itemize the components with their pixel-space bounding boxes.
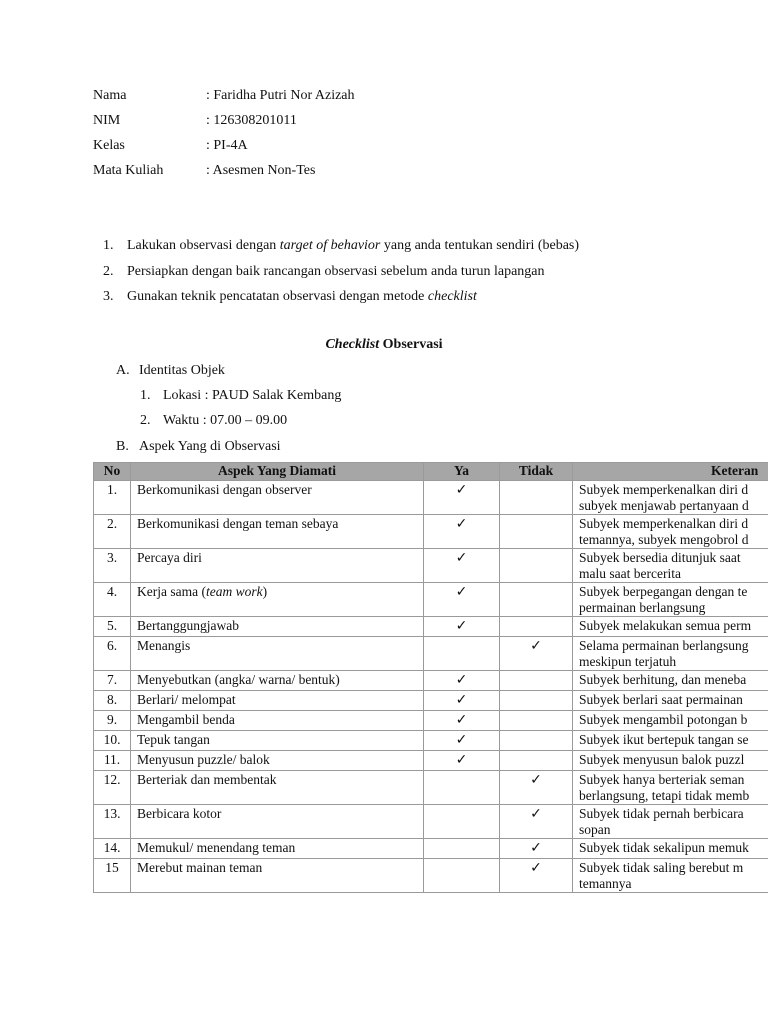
row-number: 6. <box>94 637 131 671</box>
check-icon: ✓ <box>530 806 542 822</box>
ya-cell <box>424 751 500 771</box>
identity-value: : Asesmen Non-Tes <box>206 163 316 178</box>
keterangan-cell: Subyek berpegangan dengan te permainan berlangsung <box>573 583 768 617</box>
aspect-cell: Berkomunikasi dengan teman sebaya <box>131 515 424 549</box>
tidak-cell <box>500 691 573 711</box>
check-icon: ✓ <box>455 482 468 498</box>
instruction-number: 1. <box>103 238 114 253</box>
instruction-number: 3. <box>103 289 114 304</box>
table-row <box>94 859 768 893</box>
row-number: 8. <box>94 691 131 711</box>
ya-cell <box>424 771 500 805</box>
tidak-cell <box>500 859 573 893</box>
ya-cell <box>424 617 500 637</box>
instruction-text: Persiapkan dengan baik rancangan observasi sebelum anda turun lapangan <box>127 263 545 279</box>
ya-cell <box>424 859 500 893</box>
tidak-cell <box>500 515 573 549</box>
check-icon: ✓ <box>455 584 468 600</box>
aspect-cell: Merebut mainan teman <box>131 859 424 893</box>
identity-row-nim <box>93 111 493 136</box>
header-no: No <box>94 463 131 481</box>
header-aspek: Aspek Yang Diamati <box>131 463 424 481</box>
aspect-cell: Menyebutkan (angka/ warna/ bentuk) <box>131 671 424 691</box>
check-icon: ✓ <box>455 618 468 634</box>
observation-checklist-table <box>93 462 768 893</box>
header-keterangan: Keteran <box>573 463 768 481</box>
table-row <box>94 481 768 515</box>
row-number: 7. <box>94 671 131 691</box>
identity-label: Mata Kuliah <box>93 163 164 178</box>
aspect-cell: Menangis <box>131 637 424 671</box>
check-icon: ✓ <box>530 772 542 788</box>
table-row <box>94 751 768 771</box>
instruction-text: Gunakan teknik pencatatan observasi dengan metode checklist <box>127 289 477 304</box>
table-row <box>94 839 768 859</box>
ya-cell <box>424 583 500 617</box>
table-row <box>94 731 768 751</box>
check-icon: ✓ <box>455 672 468 688</box>
table-row <box>94 691 768 711</box>
tidak-cell <box>500 771 573 805</box>
ya-cell <box>424 549 500 583</box>
table-row <box>94 637 768 671</box>
row-number: 13. <box>94 805 131 839</box>
aspect-cell: Tepuk tangan <box>131 731 424 751</box>
aspect-cell: Mengambil benda <box>131 711 424 731</box>
tidak-cell <box>500 805 573 839</box>
keterangan-cell: Subyek bersedia ditunjuk saat malu saat bercerita <box>573 549 768 583</box>
ya-cell <box>424 481 500 515</box>
tidak-cell <box>500 731 573 751</box>
ya-cell <box>424 711 500 731</box>
ya-cell <box>424 731 500 751</box>
keterangan-cell: Subyek ikut bertepuk tangan se <box>573 731 768 751</box>
ya-cell <box>424 637 500 671</box>
table-row <box>94 617 768 637</box>
checklist-title: Checklist Observasi <box>325 337 443 352</box>
identity-value: : PI-4A <box>206 138 248 153</box>
ya-cell <box>424 805 500 839</box>
row-number: 9. <box>94 711 131 731</box>
identity-label: Nama <box>93 88 127 103</box>
aspect-cell: Berlari/ melompat <box>131 691 424 711</box>
row-number: 1. <box>94 481 131 515</box>
identity-value: : Faridha Putri Nor Azizah <box>206 88 355 103</box>
table-row <box>94 805 768 839</box>
check-icon: ✓ <box>530 860 542 876</box>
identity-row-class <box>93 136 493 161</box>
check-icon: ✓ <box>455 516 468 532</box>
identity-row-name <box>93 86 493 111</box>
check-icon: ✓ <box>455 550 468 566</box>
keterangan-cell: Selama permainan berlangsung meskipun terjatuh <box>573 637 768 671</box>
table-row <box>94 771 768 805</box>
aspect-cell: Memukul/ menendang teman <box>131 839 424 859</box>
tidak-cell <box>500 617 573 637</box>
table-row <box>94 549 768 583</box>
check-icon: ✓ <box>455 752 468 768</box>
row-number: 4. <box>94 583 131 617</box>
check-icon: ✓ <box>455 692 468 708</box>
check-icon: ✓ <box>530 840 542 856</box>
instruction-text: Lakukan observasi dengan target of behavior yang anda tentukan sendiri (bebas) <box>127 238 580 253</box>
row-number: 3. <box>94 549 131 583</box>
keterangan-cell: Subyek berhitung, dan meneba <box>573 671 768 691</box>
keterangan-cell: Subyek tidak pernah berbicara sopan <box>573 805 768 839</box>
keterangan-cell: Subyek memperkenalkan diri d temannya, subyek mengobrol d <box>573 515 768 549</box>
keterangan-cell: Subyek memperkenalkan diri d subyek menjawab pertanyaan d <box>573 481 768 515</box>
check-icon: ✓ <box>530 638 542 654</box>
aspect-cell: Bertanggungjawab <box>131 617 424 637</box>
keterangan-cell: Subyek menyusun balok puzzl <box>573 751 768 771</box>
header-tidak: Tidak <box>500 463 573 481</box>
instruction-number: 2. <box>103 263 114 279</box>
aspect-cell: Kerja sama (team work) <box>131 583 424 617</box>
keterangan-cell: Subyek berlari saat permainan <box>573 691 768 711</box>
tidak-cell <box>500 751 573 771</box>
ya-cell <box>424 671 500 691</box>
ya-cell <box>424 515 500 549</box>
ya-cell <box>424 691 500 711</box>
aspect-cell: Berteriak dan membentak <box>131 771 424 805</box>
row-number: 14. <box>94 839 131 859</box>
keterangan-cell: Subyek tidak sekalipun memuk <box>573 839 768 859</box>
tidak-cell <box>500 839 573 859</box>
document-page: Nama : Faridha Putri Nor Azizah NIM : 126308201011 Kelas : PI-4A Mata Kuliah : Asesmen Non-Tes 1. Lakukan observasi dengan target of behavior yang anda tentukan sendiri (bebas) 2. Persiapkan dengan baik rancangan observasi sebelum anda turun lapangan 3. Gunakan teknik pencatatan observasi dengan metode checklist Checklist Observasi A. Identitas Objek 1. Lokasi : PAUD Salak Kembang 2. Waktu : 07.00 – 09.00 B. Aspek Yang di Observasi No Aspek Yang Diamati Ya Tidak Keteran 1. Berkomunikasi dengan observer ✓ Subyek memperkenalkan diri d subyek menjawab pertanyaan d 2. Berkomunikasi dengan teman sebaya ✓ Subyek memperkenalkan diri d temannya, subyek mengobrol d 3. Percaya diri ✓ Subyek bersedia ditunjuk saat malu saat bercerita 4. Kerja sama (team work) ✓ Subyek berpegangan dengan te permainan berlangsung 5. Bertanggungjawab ✓ Subyek melakukan semua perm 6. Menangis ✓ Selama permainan berlangsung meskipun terjatuh 7. Menyebutkan (angka/ warna/ bentuk) ✓ Subyek berhitung, dan meneba 8. Berlari/ melompat ✓ Subyek berlari saat permainan 9. Mengambil benda ✓ Subyek mengambil potongan b 10. Tepuk tangan ✓ Subyek ikut bertepuk tangan se 11. Menyusun puzzle/ balok ✓ Subyek menyusun balok puzzl 12. Berteriak dan membentak ✓ Subyek hanya berteriak seman berlangsung, tetapi tidak memb 13. Berbicara kotor ✓ Subyek tidak pernah berbicara sopan 14. Memukul/ menendang teman ✓ Subyek tidak sekalipun memuk 15 Merebut mainan teman ✓ Subyek tidak saling berebut m temannya <box>0 0 768 1024</box>
row-number: 15 <box>94 859 131 893</box>
table-row <box>94 583 768 617</box>
tidak-cell <box>500 637 573 671</box>
check-icon: ✓ <box>455 712 468 728</box>
tidak-cell <box>500 583 573 617</box>
table-row <box>94 671 768 691</box>
identity-row-course <box>93 161 493 186</box>
keterangan-cell: Subyek tidak saling berebut m temannya <box>573 859 768 893</box>
tidak-cell <box>500 481 573 515</box>
row-number: 11. <box>94 751 131 771</box>
keterangan-cell: Subyek hanya berteriak seman berlangsung, tetapi tidak memb <box>573 771 768 805</box>
row-number: 12. <box>94 771 131 805</box>
aspect-cell: Berkomunikasi dengan observer <box>131 481 424 515</box>
table-row <box>94 711 768 731</box>
keterangan-cell: Subyek melakukan semua perm <box>573 617 768 637</box>
table-row <box>94 515 768 549</box>
ya-cell <box>424 839 500 859</box>
identity-label: NIM <box>93 113 121 128</box>
keterangan-cell: Subyek mengambil potongan b <box>573 711 768 731</box>
table-header-row <box>94 463 768 481</box>
aspect-cell: Menyusun puzzle/ balok <box>131 751 424 771</box>
row-number: 2. <box>94 515 131 549</box>
row-number: 5. <box>94 617 131 637</box>
tidak-cell <box>500 671 573 691</box>
identity-value: : 126308201011 <box>206 113 297 128</box>
header-ya: Ya <box>424 463 500 481</box>
row-number: 10. <box>94 731 131 751</box>
tidak-cell <box>500 711 573 731</box>
aspect-cell: Percaya diri <box>131 549 424 583</box>
aspect-cell: Berbicara kotor <box>131 805 424 839</box>
check-icon: ✓ <box>455 732 468 748</box>
tidak-cell <box>500 549 573 583</box>
student-identity <box>93 86 493 186</box>
identity-label: Kelas <box>93 138 125 153</box>
